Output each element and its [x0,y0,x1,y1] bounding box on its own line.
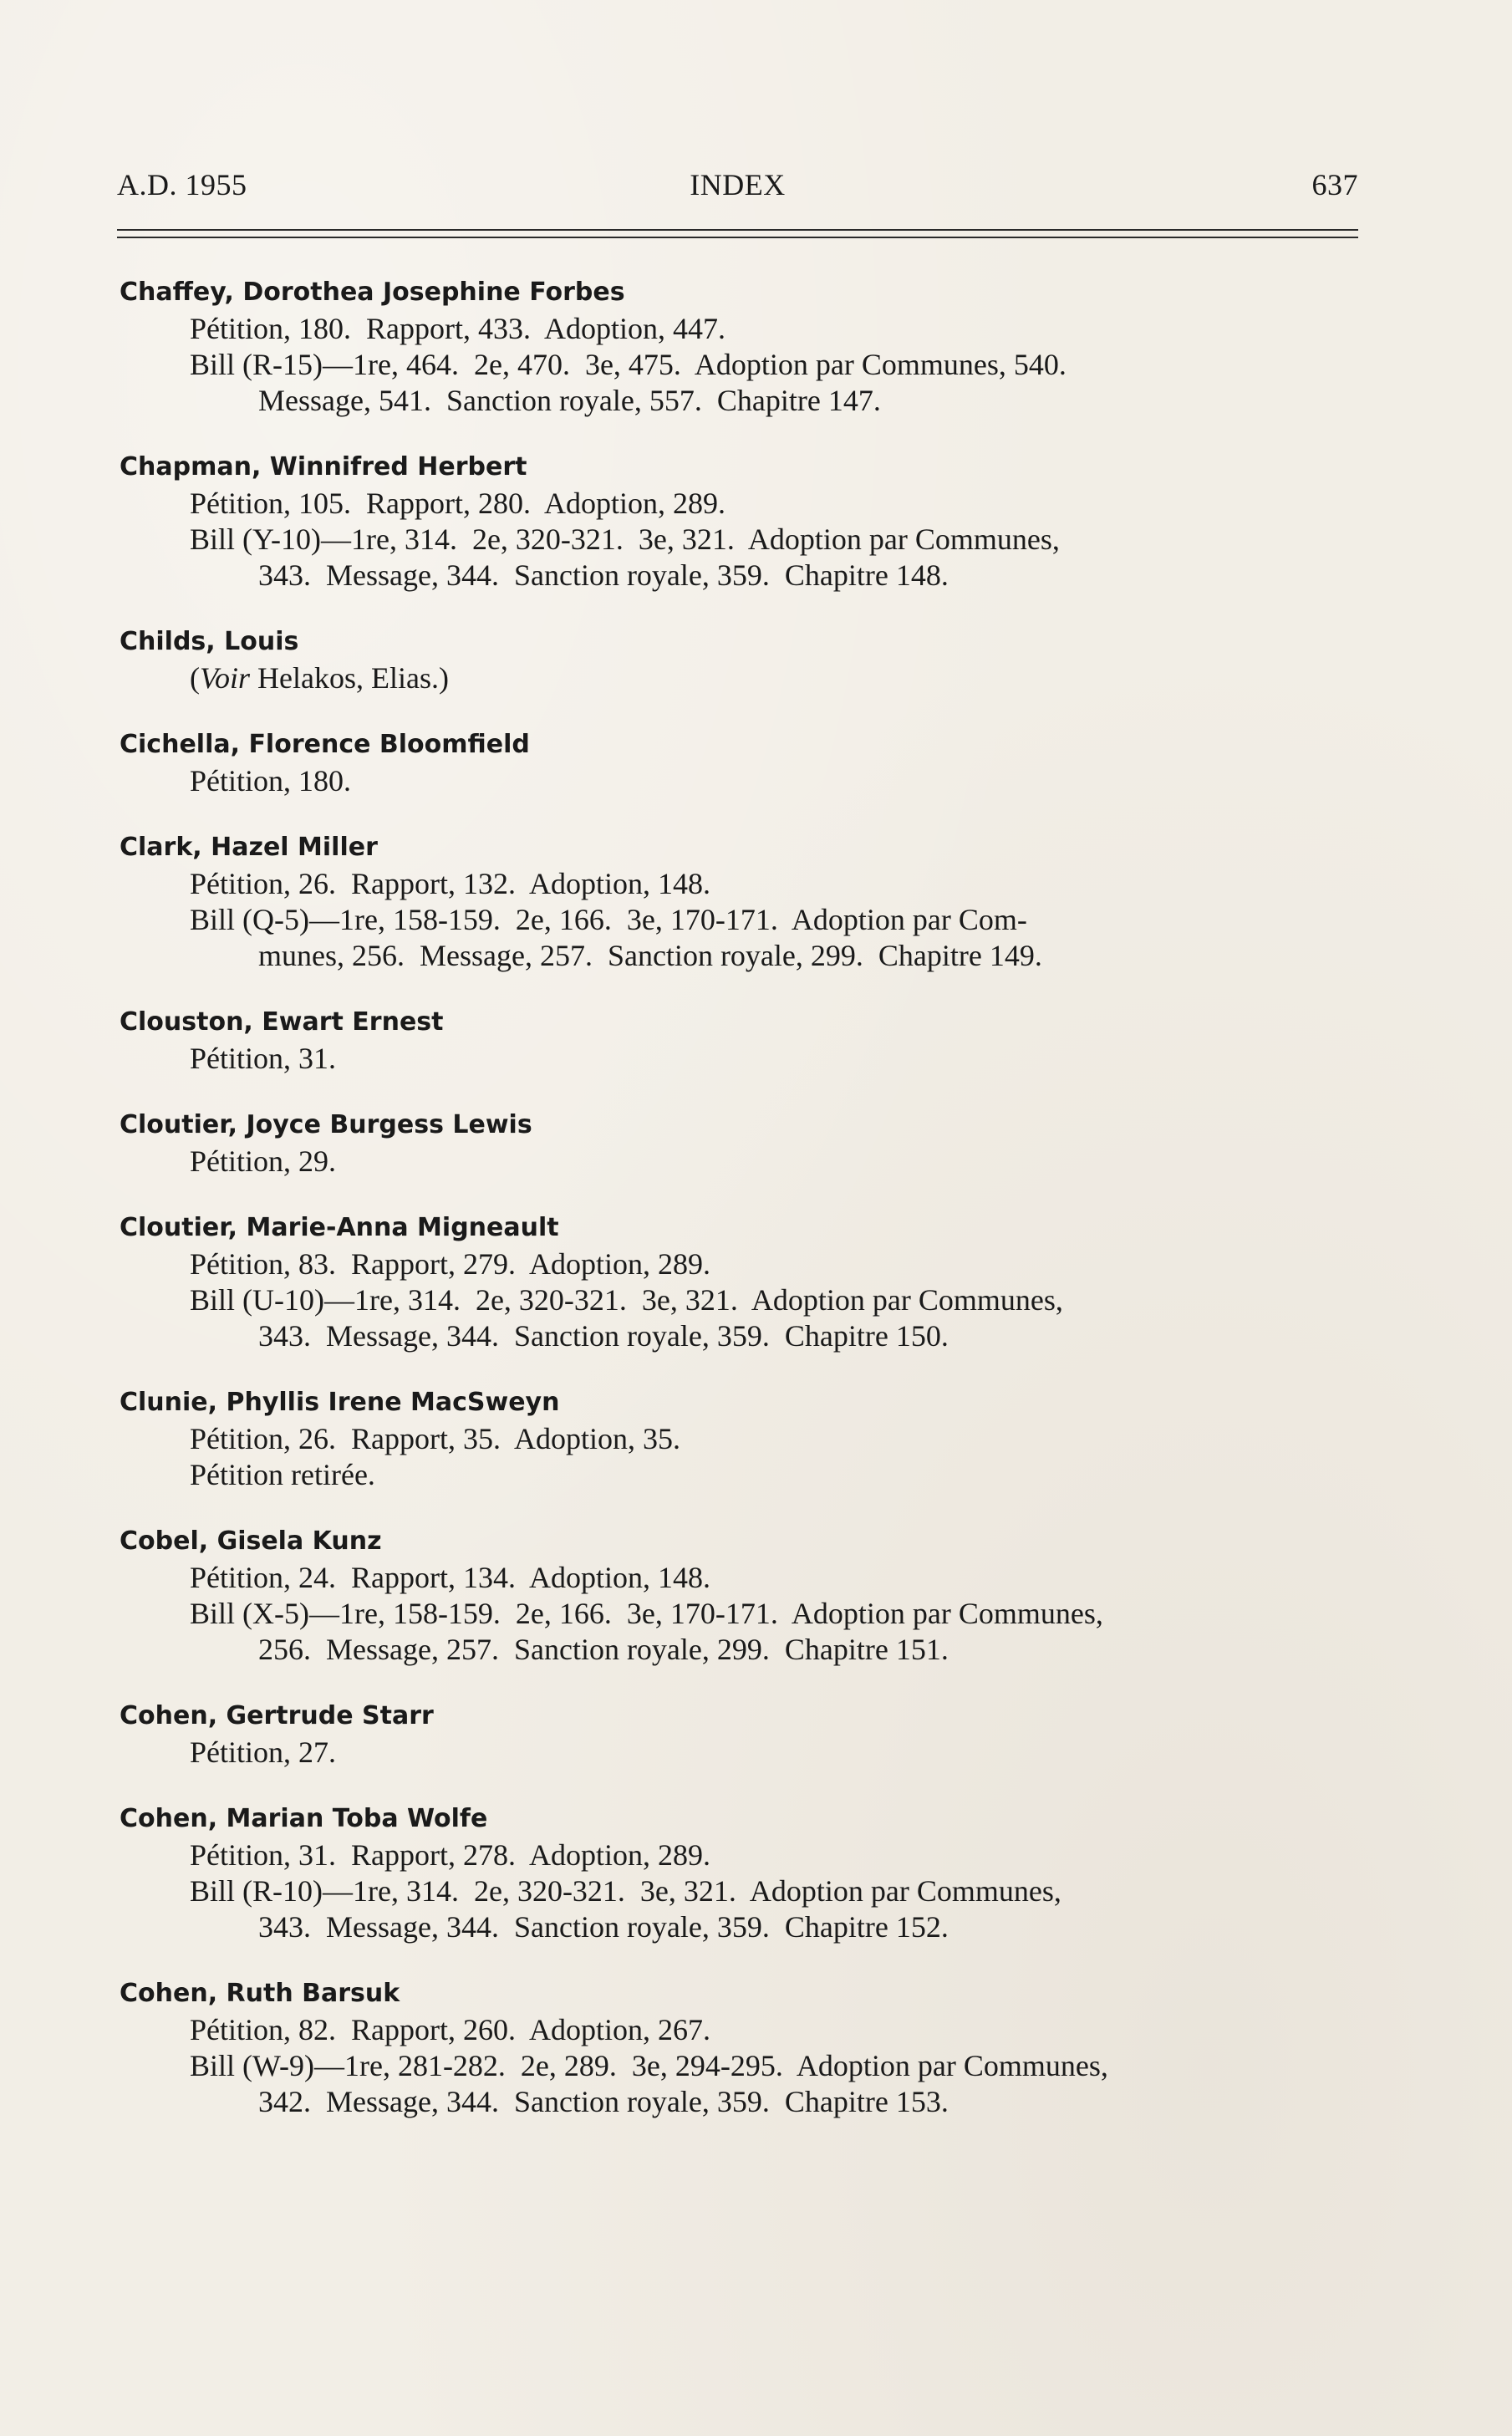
entry-name: Chapman, Winnifred Herbert [120,452,527,482]
entry-line: Pétition, 31. Rapport, 278. Adoption, 289. [190,1838,711,1872]
page-number: 637 [1311,168,1358,201]
index-entry [120,829,1365,974]
entry-name: Chaffey, Dorothea Josephine Forbes [120,278,625,307]
entry-name: Childs, Louis [120,627,299,656]
index-entry [120,1801,1365,1945]
entry-continuation-line: 343. Message, 344. Sanction royale, 359. Chapitre 150. [258,1319,949,1353]
entry-line: Pétition retirée. [190,1458,375,1491]
entry-line: Bill (X-5)—1re, 158-159. 2e, 166. 3e, 170-171. Adoption par Communes, [190,1597,1103,1630]
header-rule-top [117,229,1358,231]
entry-continuation-line: 256. Message, 257. Sanction royale, 299. Chapitre 151. [258,1633,949,1666]
index-entry [120,1107,1365,1180]
entry-line: Pétition, 83. Rapport, 279. Adoption, 289. [190,1247,711,1281]
entry-name: Cloutier, Marie-Anna Migneault [120,1213,559,1242]
entry-line: Bill (Y-10)—1re, 314. 2e, 320-321. 3e, 321. Adoption par Communes, [190,522,1060,556]
header-year: A.D. 1955 [117,168,247,201]
index-entries [120,274,1365,2150]
entry-continuation-line: 343. Message, 344. Sanction royale, 359. Chapitre 152. [258,1910,949,1944]
page-header [117,167,1358,209]
entry-line: Bill (R-10)—1re, 314. 2e, 320-321. 3e, 321. Adoption par Communes, [190,1874,1061,1908]
index-entry [120,726,1365,799]
entry-name: Cloutier, Joyce Burgess Lewis [120,1110,532,1139]
entry-line: Pétition, 82. Rapport, 260. Adoption, 267. [190,2013,711,2046]
entry-line: Pétition, 180. Rapport, 433. Adoption, 447. [190,312,726,345]
index-entry [120,1004,1365,1077]
entry-line: Pétition, 31. [190,1042,337,1075]
header-title: INDEX [690,168,786,201]
entry-line: Pétition, 26. Rapport, 132. Adoption, 148. [190,867,711,900]
entry-line: Bill (Q-5)—1re, 158-159. 2e, 166. 3e, 170-171. Adoption par Com- [190,903,1027,936]
entry-name: Cohen, Ruth Barsuk [120,1979,400,2008]
entry-line: Bill (U-10)—1re, 314. 2e, 320-321. 3e, 321. Adoption par Communes, [190,1283,1063,1317]
entry-line: Pétition, 24. Rapport, 134. Adoption, 148. [190,1561,711,1594]
cross-reference-word: Voir [200,661,251,695]
entry-continuation-line: 343. Message, 344. Sanction royale, 359. Chapitre 148. [258,558,949,592]
entry-name: Clark, Hazel Miller [120,833,378,862]
entry-line: Bill (R-15)—1re, 464. 2e, 470. 3e, 475. Adoption par Communes, 540. [190,348,1067,381]
entry-continuation-line: 342. Message, 344. Sanction royale, 359. Chapitre 153. [258,2085,949,2118]
index-entry [120,449,1365,594]
entry-line: Bill (W-9)—1re, 281-282. 2e, 289. 3e, 294-295. Adoption par Communes, [190,2049,1108,2082]
index-entry [120,1698,1365,1771]
entry-name: Clouston, Ewart Ernest [120,1007,444,1037]
entry-line: Pétition, 26. Rapport, 35. Adoption, 35. [190,1422,681,1455]
entry-name: Cichella, Florence Bloomfield [120,730,530,759]
entry-name: Cohen, Gertrude Starr [120,1701,434,1730]
header-rule-bottom [117,237,1358,238]
entry-line: Pétition, 27. [190,1735,337,1769]
entry-continuation-line: Message, 541. Sanction royale, 557. Chapitre 147. [258,384,881,417]
entry-line: Pétition, 180. [190,764,352,798]
entry-name: Cobel, Gisela Kunz [120,1526,382,1556]
index-entry [120,1523,1365,1668]
index-entry [120,1384,1365,1493]
index-entry [120,274,1365,419]
entry-name: Clunie, Phyllis Irene MacSweyn [120,1388,560,1417]
entry-continuation-line: munes, 256. Message, 257. Sanction royale, 299. Chapitre 149. [258,939,1042,972]
entry-line: Pétition, 105. Rapport, 280. Adoption, 289. [190,487,726,520]
index-entry [120,1210,1365,1354]
entry-line: (Voir Helakos, Elias.) [190,661,449,695]
index-entry [120,1975,1365,2120]
entry-line: Pétition, 29. [190,1144,337,1178]
entry-name: Cohen, Marian Toba Wolfe [120,1804,488,1833]
index-entry [120,624,1365,696]
